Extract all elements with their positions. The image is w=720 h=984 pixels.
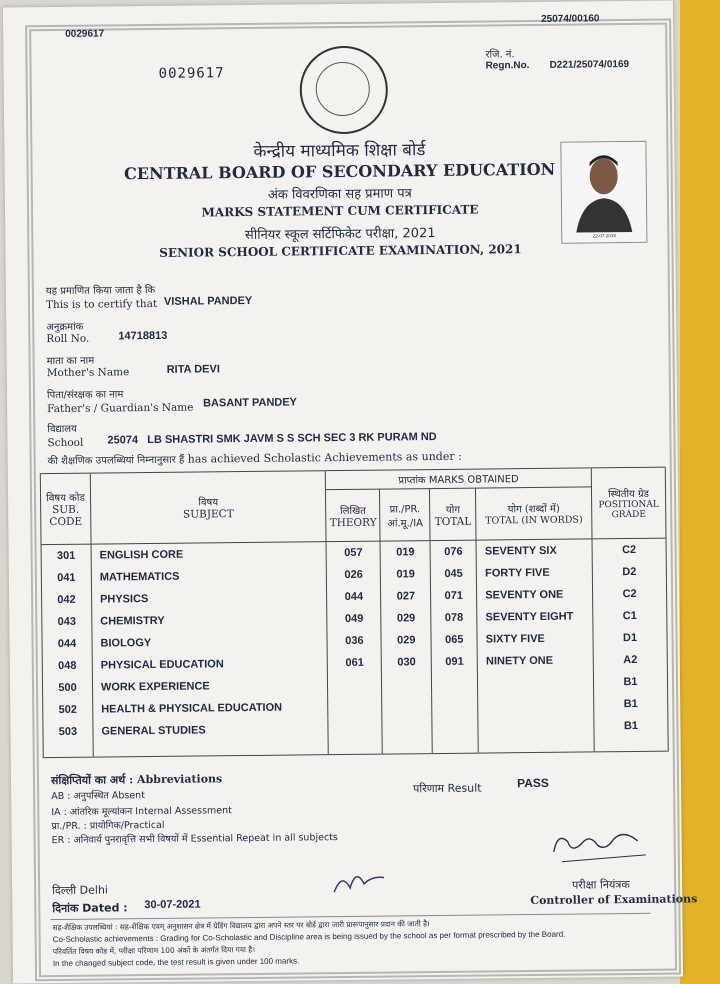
positional-grade: D1 [593,627,667,650]
total-in-words: SEVENTY ONE [477,583,593,606]
student-photo [560,141,647,244]
col-practical: प्रा./PR. आं.मू./IA [380,489,430,542]
total-marks: 076 [430,540,476,563]
controller-signature [541,821,652,872]
doc-title-hi: अंक विवरणिका सह प्रमाण पत्र [267,186,412,203]
subject-name: HEALTH & PHYSICAL EDUCATION [93,696,329,720]
footer-line-4: In the changed subject code, the test result is given under 100 marks. [52,956,300,969]
abbr-pr: प्रा./PR. : प्रायोगिक/Practical [51,819,165,833]
theory-marks: 061 [328,652,382,675]
exam-title: SENIOR SCHOOL CERTIFICATE EXAMINATION, 2021 [159,242,522,260]
theory-marks [328,674,382,697]
subject-code: 048 [42,655,92,678]
total-marks: 045 [430,563,476,585]
subject-name: CHEMISTRY [92,608,328,632]
total-marks [432,717,478,739]
subject-code: 043 [42,611,92,634]
total-in-words: SEVENTY SIX [476,539,592,563]
achievement-line-hi: की शैक्षणिक उपलब्धियां निम्नानुसार हैं [47,454,185,468]
subject-name: PHYSICS [91,586,327,610]
subject-name: PHYSICAL EDUCATION [92,652,328,676]
subject-name: MATHEMATICS [91,564,327,588]
marks-table [40,467,669,759]
marksheet-paper [3,1,698,984]
subject-name: BIOLOGY [92,630,328,654]
subject-code: 042 [42,589,92,612]
total-in-words [478,715,594,738]
regn-label-hi: रजि. नं. [485,49,515,61]
regn-label: Regn.No. [485,60,530,72]
positional-grade: D2 [592,561,666,584]
subject-code: 500 [42,677,92,700]
father-name: BASANT PANDEY [203,396,298,410]
practical-marks: 030 [381,651,431,674]
total-marks [432,695,478,717]
footer-line-2: Co-Scholastic achievements : Grading for Co-Scholastic and Discipline area is being issued by the school as per format prescribed by the Board. [52,929,566,945]
cbse-logo-icon [299,46,388,135]
practical-marks: 029 [381,607,431,630]
place: दिल्ली Delhi [52,883,109,898]
positional-grade: C2 [592,538,666,561]
dated-label: दिनांक Dated : [52,901,128,916]
doc-title: MARKS STATEMENT CUM CERTIFICATE [201,202,479,220]
result-label: परिणाम Result [413,781,482,796]
theory-marks: 036 [327,630,381,653]
positional-grade: B1 [594,715,668,738]
portrait-image [561,142,646,243]
subject-code: 503 [43,721,93,744]
serial-number: 0029617 [158,65,225,82]
abbr-title: संक्षिप्तियों का अर्थ : Abbreviations [50,772,223,788]
school-label: School [47,436,84,450]
abbr-ia: IA : आंतरिक मूल्यांकन Internal Assessment [51,805,232,819]
theory-marks: 049 [327,608,381,631]
background-edge [680,0,720,984]
achievement-line-en: has achieved Scholastic Achievements as under : [187,449,462,466]
practical-marks [382,673,432,696]
result-value: PASS [516,775,549,791]
subject-code: 502 [43,699,93,722]
roll-hi: अनुक्रमांक [46,321,84,334]
practical-marks [382,717,432,740]
total-in-words [478,671,594,694]
total-marks: 065 [431,629,477,651]
board-name-hi: केन्द्रीय माध्यमिक शिक्षा बोर्ड [253,140,426,162]
col-subject: विषय SUBJECT [90,471,326,544]
board-name: CENTRAL BOARD OF SECONDARY EDUCATION [123,159,556,184]
theory-marks [328,696,382,719]
total-marks: 071 [431,585,477,607]
theory-marks: 044 [327,586,381,609]
positional-grade: B1 [594,693,668,716]
abbr-ab: AB : अनुपस्थित Absent [51,790,145,803]
controller-label: Controller of Examinations [530,892,698,908]
official-signature [328,861,398,902]
total-marks: 078 [431,607,477,629]
subject-code: 301 [41,544,91,567]
dated-value: 30-07-2021 [144,898,201,912]
theory-marks: 026 [327,564,381,587]
total-in-words [478,693,594,716]
top-right-number: 25074/00160 [541,13,600,25]
regn-number: D221/25074/0169 [549,58,630,71]
certify-hi: यह प्रमाणित किया जाता है कि [45,284,156,298]
mother-name: RITA DEVI [166,363,220,376]
top-left-number: 0029617 [65,28,105,40]
practical-marks [382,695,432,718]
subject-code: 044 [42,633,92,656]
total-in-words: NINETY ONE [477,649,593,672]
col-grade: स्थितीय ग्रेड POSITIONAL GRADE [591,467,666,539]
practical-marks: 027 [381,585,431,608]
practical-marks: 019 [381,563,431,586]
certify-label: This is to certify that [45,297,158,312]
mother-hi: माता का नाम [46,355,95,368]
photo-caption-name: VISHAL [595,226,614,233]
subject-name: GENERAL STUDIES [93,718,329,742]
total-marks [432,673,478,695]
positional-grade: C2 [592,583,666,606]
controller-hi: परीक्षा नियंत्रक [572,878,630,892]
col-total: योग TOTAL [430,488,476,540]
col-sub-code: विषय कोड SUB. CODE [40,473,91,545]
footer-line-1: सह-शैक्षिक उपलब्धियां : सह-शैक्षिक एवम् अनुशासन क्षेत्र में ग्रेडिंग विद्यालय द्वारा अपने स्तर पर बोर्ड द्वारा जारी प्रारूपानुसार प्रदान की जाती है। [52,919,430,933]
practical-marks: 029 [381,629,431,652]
subject-name: WORK EXPERIENCE [92,674,328,698]
subject-name: ENGLISH CORE [91,542,327,567]
school-name: 25074 LB SHASTRI SMK JAVM S S SCH SEC 3 RK PURAM ND [107,431,437,447]
practical-marks: 019 [380,541,430,564]
father-label: Father's / Guardian's Name [47,401,194,416]
theory-marks [328,718,382,741]
roll-number: 14718813 [118,329,168,343]
col-theory: लिखित THEORY [326,489,381,542]
mother-label: Mother's Name [46,366,130,380]
student-name: VISHAL PANDEY [163,294,253,308]
abbr-er: ER : अनिवार्य पुनरावृत्ति सभी विषयों में Essential Repeat in all subjects [51,832,338,847]
roll-label: Roll No. [46,332,90,346]
school-hi: विद्यालय [47,423,78,436]
total-in-words: FORTY FIVE [476,561,592,584]
total-marks: 091 [431,651,477,673]
positional-grade: A2 [593,649,667,672]
footer-line-3: परिवर्तित विषय कोड में, परीक्षा परिणाम 100 अंकों के अंतर्गत दिया गया है। [52,944,256,957]
exam-title-hi: सीनियर स्कूल सर्टिफिकेट परीक्षा, 2021 [244,226,436,244]
photo-caption-date: 22-07-2019 [592,233,616,239]
father-hi: पिता/संरक्षक का नाम [46,389,124,402]
total-in-words: SIXTY FIVE [477,627,593,650]
col-marks-obtained: प्राप्तांक MARKS OBTAINED [326,468,592,490]
subject-code: 041 [41,567,91,590]
positional-grade: B1 [593,671,667,694]
positional-grade: C1 [593,605,667,628]
col-total-words: योग (शब्दों में) TOTAL (IN WORDS) [476,487,592,540]
theory-marks: 057 [326,541,380,564]
total-in-words: SEVENTY EIGHT [477,605,593,628]
